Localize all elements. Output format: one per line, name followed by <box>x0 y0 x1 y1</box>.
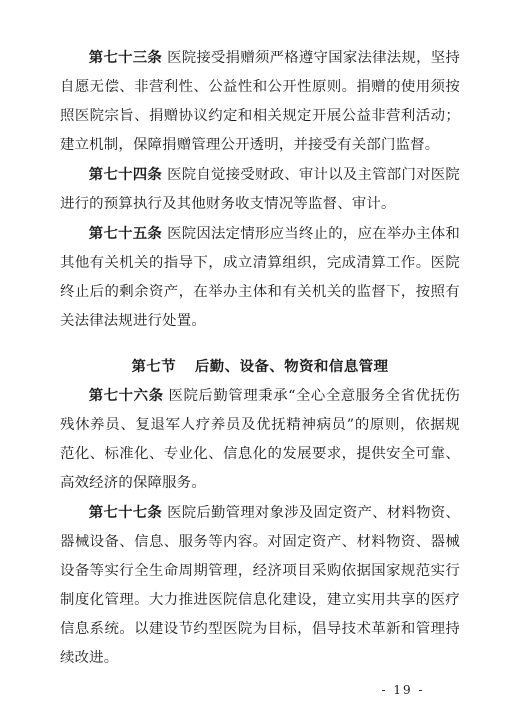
section-heading <box>60 352 460 381</box>
section-title-text: 后勤、设备、物资和信息管理 <box>194 358 389 375</box>
article-77 <box>60 498 460 673</box>
article-number: 第七十七条 <box>88 504 163 521</box>
article-75 <box>60 219 460 336</box>
article-text: 医院后勤管理对象涉及固定资产、材料物资、器械设备、信息、服务等内容。对固定资产、材料物资、器械设备等实行全生命周期管理，经济项目采购依据国家规范实行制度化管理。大力推进医院信息化建设，建立实用共享的医疗信息系统。以建设节约型医院为目标，倡导技术革新和管理持续改进。 <box>60 505 460 666</box>
document-body <box>60 43 460 673</box>
article-text: 医院因法定情形应当终止的，应在举办主体和其他有关机关的指导下，成立清算组织，完成清算工作。医院终止后的剩余资产，在举办主体和有关机关的监督下，按照有关法律法规进行处置。 <box>60 226 460 329</box>
page-number: - 19 - <box>381 683 425 697</box>
article-text: 医院后勤管理秉承“全心全意服务全省优抚伤残休养员、复退军人疗养员及优抚精神病员”的原则，依据规范化、标准化、专业化、信息化的发展要求，提供安全可靠、高效经济的保障服务。 <box>60 388 460 491</box>
article-text: 医院接受捐赠须严格遵守国家法律法规，坚持自愿无偿、非营利性、公益性和公开性原则。捐赠的使用须按照医院宗旨、捐赠协议约定和相关规定开展公益非营利活动；建立机制，保障捐赠管理公开透明，并接受有关部门监督。 <box>60 50 460 153</box>
article-text: 医院自觉接受财政、审计以及主管部门对医院进行的预算执行及其他财务收支情况等监督、审计。 <box>60 167 460 212</box>
article-number: 第七十五条 <box>88 225 163 242</box>
article-number: 第七十四条 <box>88 166 163 183</box>
section-label: 第七节 <box>131 358 177 375</box>
article-76 <box>60 381 460 498</box>
article-73 <box>60 43 460 160</box>
article-number: 第七十六条 <box>88 387 164 404</box>
article-74 <box>60 160 460 219</box>
article-number: 第七十三条 <box>88 49 163 66</box>
